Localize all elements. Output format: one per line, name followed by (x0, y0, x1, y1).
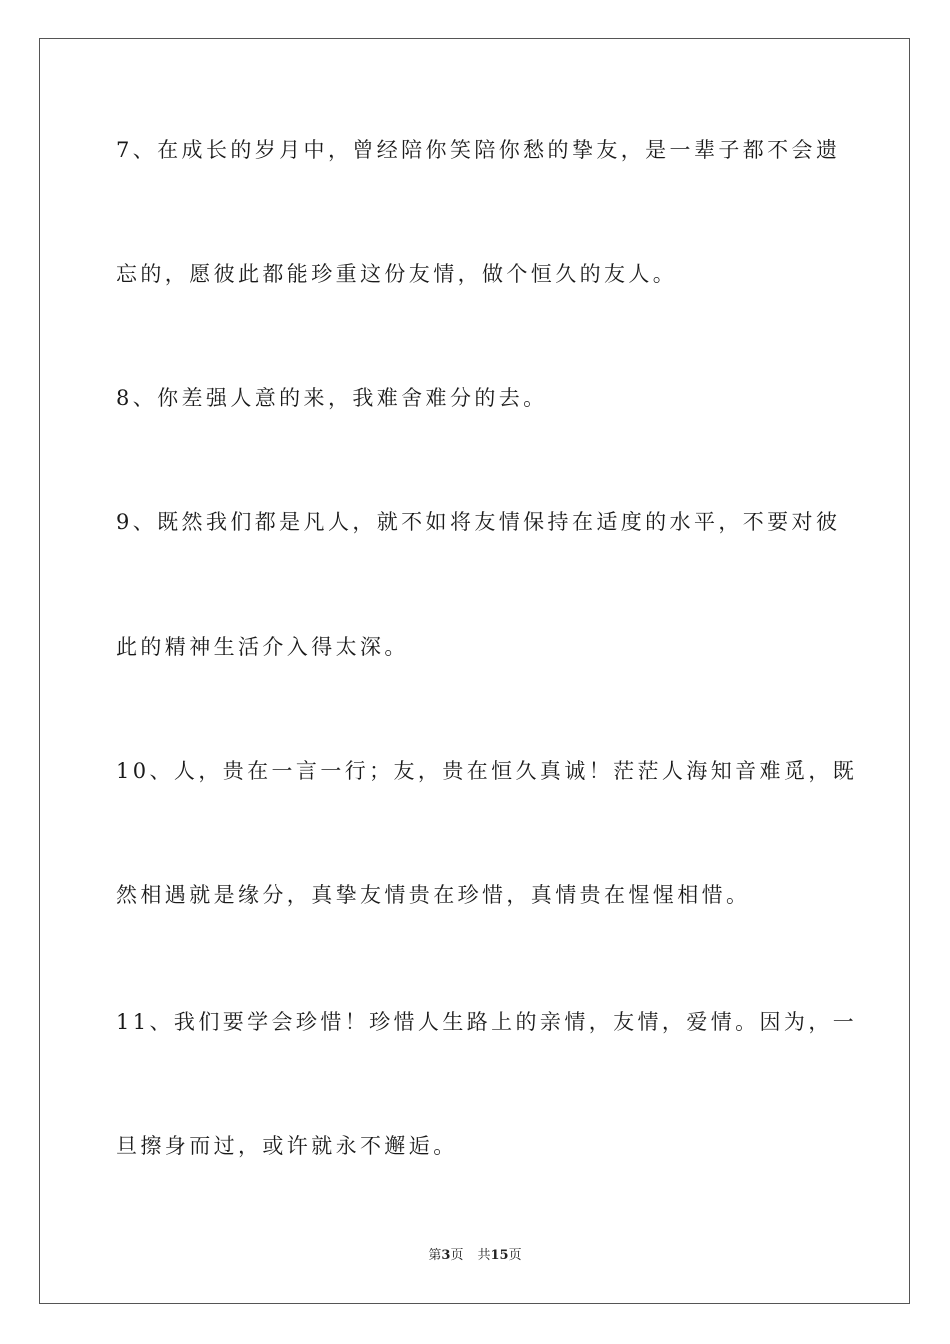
text-line: 此的精神生活介入得太深。 (116, 635, 409, 659)
text-line: 忘的，愿彼此都能珍重这份友情，做个恒久的友人。 (116, 262, 678, 286)
text-line: 11、我们要学会珍惜！珍惜人生路上的亲情，友情，爱情。因为，一 (116, 1010, 858, 1034)
page-number: 第3页 (428, 1248, 464, 1263)
page-total: 共15页 (477, 1248, 522, 1263)
text-line: 旦擦身而过，或许就永不邂逅。 (116, 1134, 458, 1158)
text-line: 9、既然我们都是凡人，就不如将友情保持在适度的水平，不要对彼 (116, 510, 841, 534)
page-border (39, 38, 910, 1304)
text-line: 8、你差强人意的来，我难舍难分的去。 (116, 386, 548, 410)
text-line: 然相遇就是缘分，真挚友情贵在珍惜，真情贵在惺惺相惜。 (116, 883, 751, 907)
text-line: 10、人，贵在一言一行；友，贵在恒久真诚！茫茫人海知音难觅，既 (116, 759, 858, 783)
page-footer (0, 1247, 950, 1265)
text-line: 7、在成长的岁月中，曾经陪你笑陪你愁的挚友，是一辈子都不会遗 (116, 138, 841, 162)
